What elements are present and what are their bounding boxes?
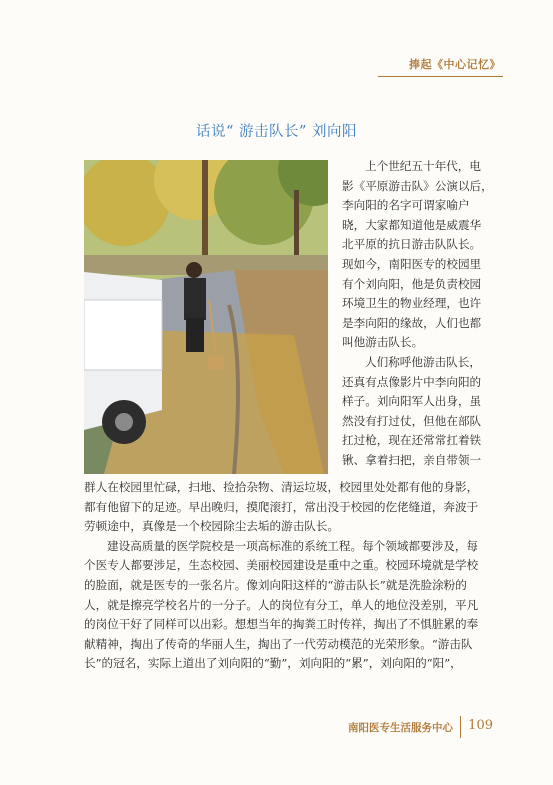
text-line: 有个刘向阳，他是负责校园 [342,276,482,291]
text-line: 个医专人都要涉足，生态校园、美丽校园建设是重中之重。校园环境就是学校 [84,558,479,573]
text-line: 献精神，掏出了传奇的华丽人生，掏出了一代劳动模范的光荣形象。“游击队 [84,636,473,651]
footer-divider [460,716,461,738]
text-line: 影《平原游击队》公演以后， [342,178,493,193]
text-line: 群人在校园里忙碌，扫地、捡拾杂物、清运垃圾，校园里处处都有他的身影， [84,480,479,494]
photo-illustration [84,160,328,474]
page-number: 109 [468,718,493,733]
text-line: 是李向阳的缘故，人们也都 [342,315,482,330]
text-line: 样子。刘向阳军人出身，虽 [342,394,482,409]
text-line: 的岗位干好了同样可以出彩。想想当年的掏粪工时传祥，掏出了不惧脏累的奉 [84,617,479,632]
article-title: 话说“ 游击队长” 刘向阳 [195,124,358,140]
article-photo [84,160,328,474]
text-line: 晓，大家都知道他是威震华 [342,217,482,232]
text-line: 锹、拿着扫把，亲自带领一 [342,452,482,467]
text-line: 劳顿途中，真像是一个校园除尘去垢的游击队长。 [84,519,340,534]
text-line: 环境卫生的物业经理，也许 [342,296,482,311]
full-paragraph [84,478,482,674]
text-line: 李向阳的名字可谓家喻户 [342,198,470,213]
text-line: 都有他留下的足迹。早出晚归，摸爬滚打，常出没于校园的仡佬缝道，奔波于 [84,499,479,514]
text-line: 建设高质量的医学院校是一项高标准的系统工程。每个领域都要涉及，每 [107,538,479,553]
running-header [0,56,553,80]
text-line: 北平原的抗日游击队队长。 [342,237,482,252]
header-rule [378,76,503,77]
text-line: 人们称呼他游击队长， [365,354,481,369]
section-title: 捧起《中心记忆》 [409,58,501,71]
text-line: 上个世纪五十年代，电 [365,159,481,173]
text-line: 现如今，南阳医专的校园里 [342,256,482,271]
side-paragraph [342,157,493,471]
text-line: 还真有点像影片中李向阳的 [342,374,482,389]
text-line: 人，就是擦亮学校名片的一分子。人的岗位有分工，单人的地位没差别，平凡 [84,597,479,612]
footer-organization: 南阳医专生活服务中心 [348,722,453,734]
text-line: 叫他游击队长。 [342,335,424,350]
text-line: 扛过枪，现在还常常扛着铁 [342,433,482,448]
text-line: 然没有打过仗，但他在部队 [342,413,482,428]
text-line: 长”的冠名，实际上道出了刘向阳的“勤”，刘向阳的“累”，刘向阳的“阳”， [84,656,462,671]
text-line: 的脸面，就是医专的一张名片。像刘向阳这样的“游击队长”就是洗脸涂粉的 [84,577,467,592]
